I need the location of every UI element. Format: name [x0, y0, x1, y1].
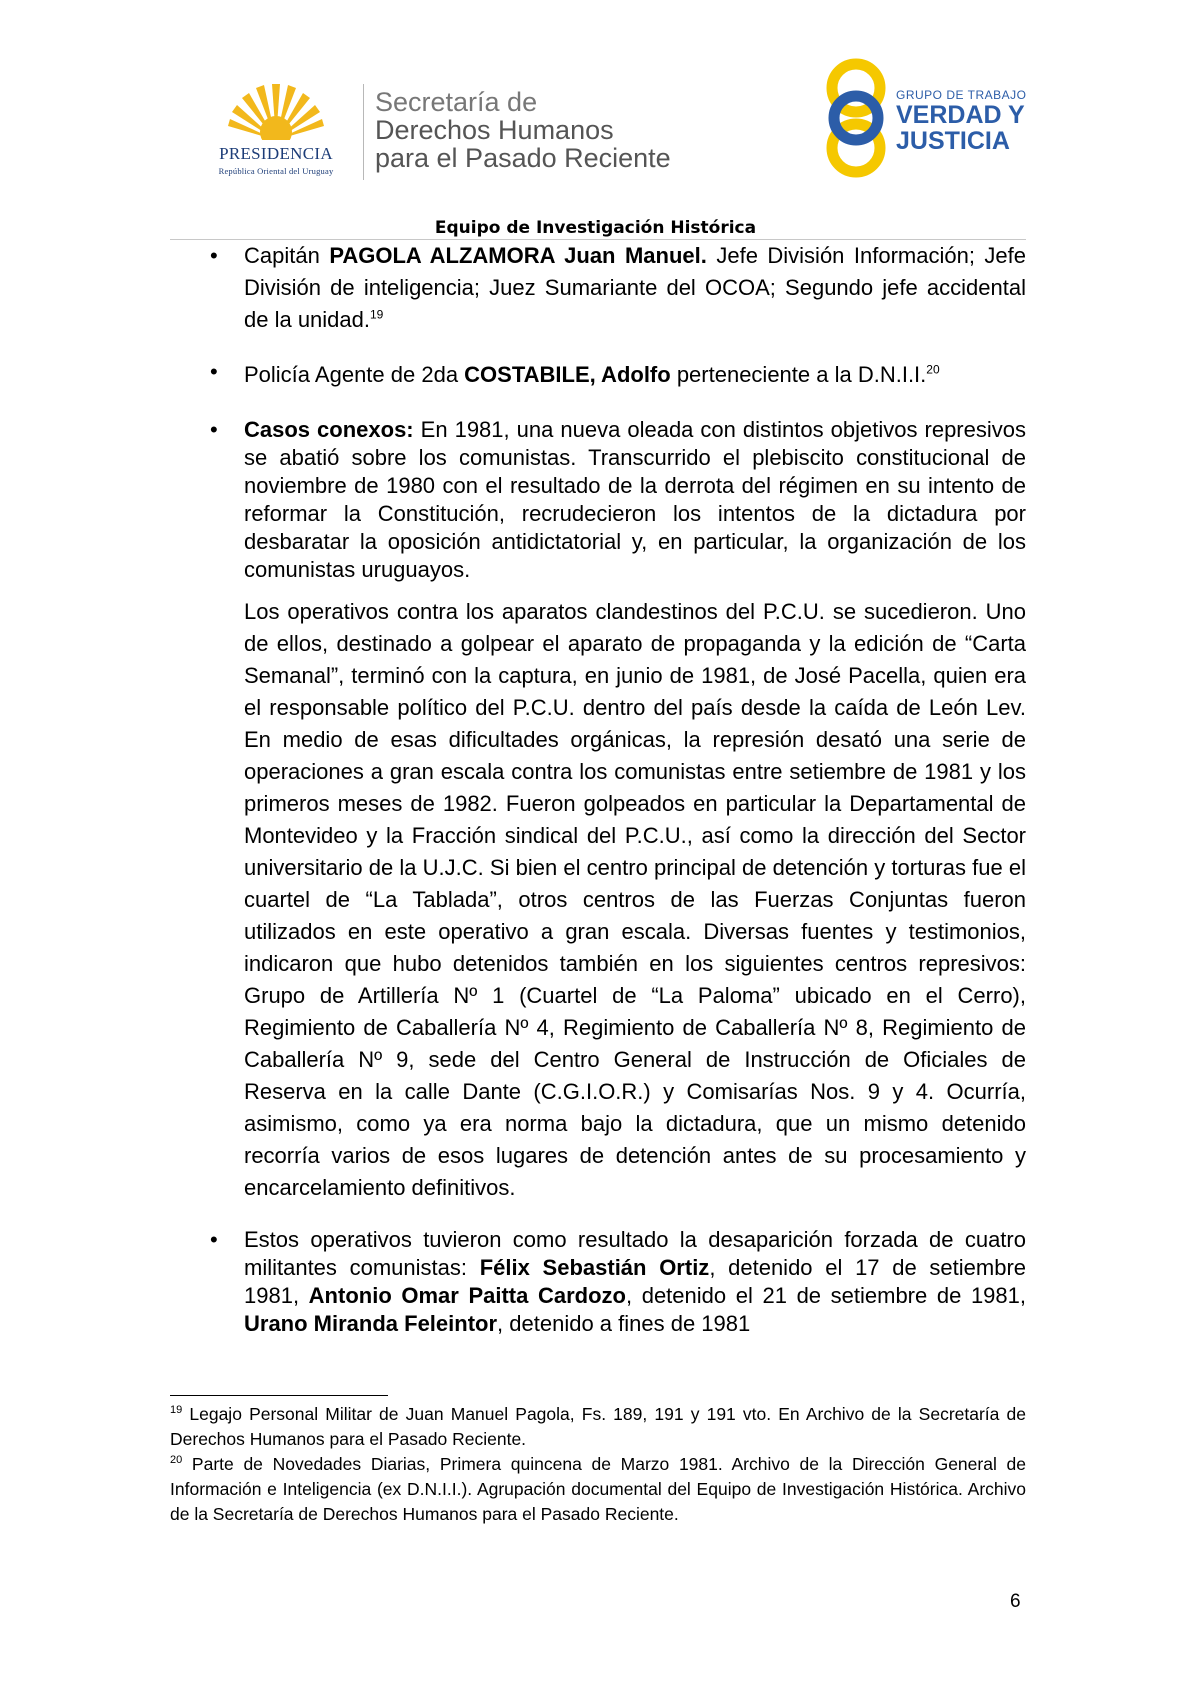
text-run: Capitán: [244, 243, 330, 268]
list-item: [170, 416, 1026, 1204]
page-header-title: Equipo de Investigación Histórica: [434, 218, 757, 238]
presidencia-subtitle: República Oriental del Uruguay: [218, 166, 334, 176]
list-item: [170, 1226, 1026, 1338]
sun-emblem-icon: [226, 80, 326, 146]
footnotes: [170, 1402, 1026, 1527]
text-run: En 1981, una nueva oleada con distintos objetivos represivos se abatió sobre los comunistas. Transcurrido el plebiscito constitucional de noviembre de 1980 con el resultado de la derrota del régimen en su intento de reformar la Constitución, recrudecieron los intentos de la dictadura por desbaratar la oposición antidictatorial y, en particular, la organización de los comunistas uruguayos.: [244, 417, 1026, 582]
text-run: , detenido el 17 de setiembre 1981,: [244, 1255, 1027, 1308]
text-run: Policía Agente de 2da: [244, 362, 465, 387]
text-run: , detenido el 21 de setiembre de 1981,: [625, 1283, 1026, 1308]
grupo-line-2: VERDAD Y: [896, 101, 1025, 129]
text-run: Jefe División Información; Jefe División de inteligencia; Juez Sumariante del OCOA; Segundo jefe accidental de la unidad.: [244, 243, 1026, 332]
grupo-line-1: GRUPO DE TRABAJO: [896, 88, 1027, 102]
person-name: PAGOLA ALZAMORA Juan Manuel.: [329, 243, 707, 268]
secretaria-line-1: Secretaría de: [375, 87, 538, 117]
page-number: 6: [1010, 1591, 1021, 1612]
footnote-number: 19: [170, 1404, 183, 1417]
grupo-line-3: JUSTICIA: [896, 127, 1010, 155]
section-label: Casos conexos:: [244, 417, 414, 442]
bullet-marker: •: [210, 243, 218, 268]
footnote-separator: [170, 1395, 388, 1396]
text-run: , detenido a fines de 1981: [497, 1311, 751, 1336]
secretaria-logo-text: [375, 88, 671, 172]
person-name: COSTABILE, Adolfo: [464, 362, 671, 387]
footnote: [170, 1402, 1026, 1452]
paragraph: Los operativos contra los aparatos clandestinos del P.C.U. se sucedieron. Uno de ellos, destinado a golpear el aparato de propaganda y la edición de “Carta Semanal”, terminó con la captura, en junio de 1981, de José Pacella, quien era el responsable político del P.C.U. dentro del país desde la caída de León Lev. En medio de esas dificultades orgánicas, la represión desató una serie de operaciones a gran escala contra los comunistas entre setiembre de 1981 y los primeros meses de 1982. Fueron golpeados en particular la Departamental de Montevideo y la Fracción sindical del P.C.U., así como la dirección del Sector universitario de la U.J.C. Si bien el centro principal de detención y torturas fue el cuartel de “La Tablada”, otros centros de las Fuerzas Conjuntas fueron utilizados en este operativo a gran escala. Diversas fuentes y testimonios, indicaron que hubo detenidos también en los siguientes centros represivos: Grupo de Artillería Nº 1 (Cuartel de “La Paloma” ubicado en el Cerro), Regimiento de Caballería Nº 4, Regimiento de Caballería Nº 8, Regimiento de Caballería Nº 9, sede del Centro General de Instrucción de Oficiales de Reserva en la calle Dante (C.G.I.O.R.) y Comisarías Nos. 9 y 4. Ocurría, asimismo, como ya era norma bajo la dictadura, que un mismo detenido recorría varios de esos lugares de detención antes de su procesamiento y encarcelamiento definitivos.: [244, 599, 1026, 1200]
list-item: [170, 359, 1026, 391]
footnote-ref[interactable]: 19: [370, 307, 384, 322]
header-divider: [363, 84, 364, 180]
person-name: Antonio Omar Paitta Cardozo: [308, 1283, 626, 1308]
footnote-number: 20: [170, 1454, 183, 1467]
footnote-ref[interactable]: 20: [926, 362, 940, 377]
footnote: [170, 1452, 1026, 1527]
secretaria-line-2: Derechos Humanos: [375, 115, 614, 145]
bullet-text: [244, 1226, 1026, 1338]
text-run: Estos operativos tuvieron como resultado la desaparición forzada de cuatro militantes comunistas:: [244, 1227, 1026, 1280]
main-content: [170, 240, 1026, 1338]
text-run: perteneciente a la D.N.I.I.: [670, 362, 927, 387]
person-name: Urano Miranda Feleintor: [244, 1311, 498, 1336]
bullet-text: [244, 240, 1026, 336]
bullet-text: [244, 359, 1026, 391]
secretaria-line-3: para el Pasado Reciente: [375, 143, 671, 173]
bullet-marker: •: [210, 417, 218, 442]
bullet-marker: •: [210, 1227, 218, 1252]
presidencia-name: PRESIDENCIA: [219, 144, 333, 163]
bullet-marker: •: [210, 359, 218, 384]
bullet-text: [244, 416, 1026, 584]
footnote-text: Parte de Novedades Diarias, Primera quincena de Marzo 1981. Archivo de la Dirección General de Información e Inteligencia (ex D.N.I.I.). Agrupación documental del Equipo de Investigación Histórica. Archivo de la Secretaría de Derechos Humanos para el Pasado Reciente.: [170, 1454, 1026, 1524]
person-name: Félix Sebastián Ortiz: [479, 1255, 710, 1280]
footnote-text: Legajo Personal Militar de Juan Manuel Pagola, Fs. 189, 191 y 191 vto. En Archivo de la Secretaría de Derechos Humanos para el Pasado Reciente.: [170, 1404, 1026, 1449]
list-item: [170, 240, 1026, 336]
verdad-justicia-logo-text: [896, 88, 1026, 154]
presidencia-logo: [196, 80, 356, 180]
